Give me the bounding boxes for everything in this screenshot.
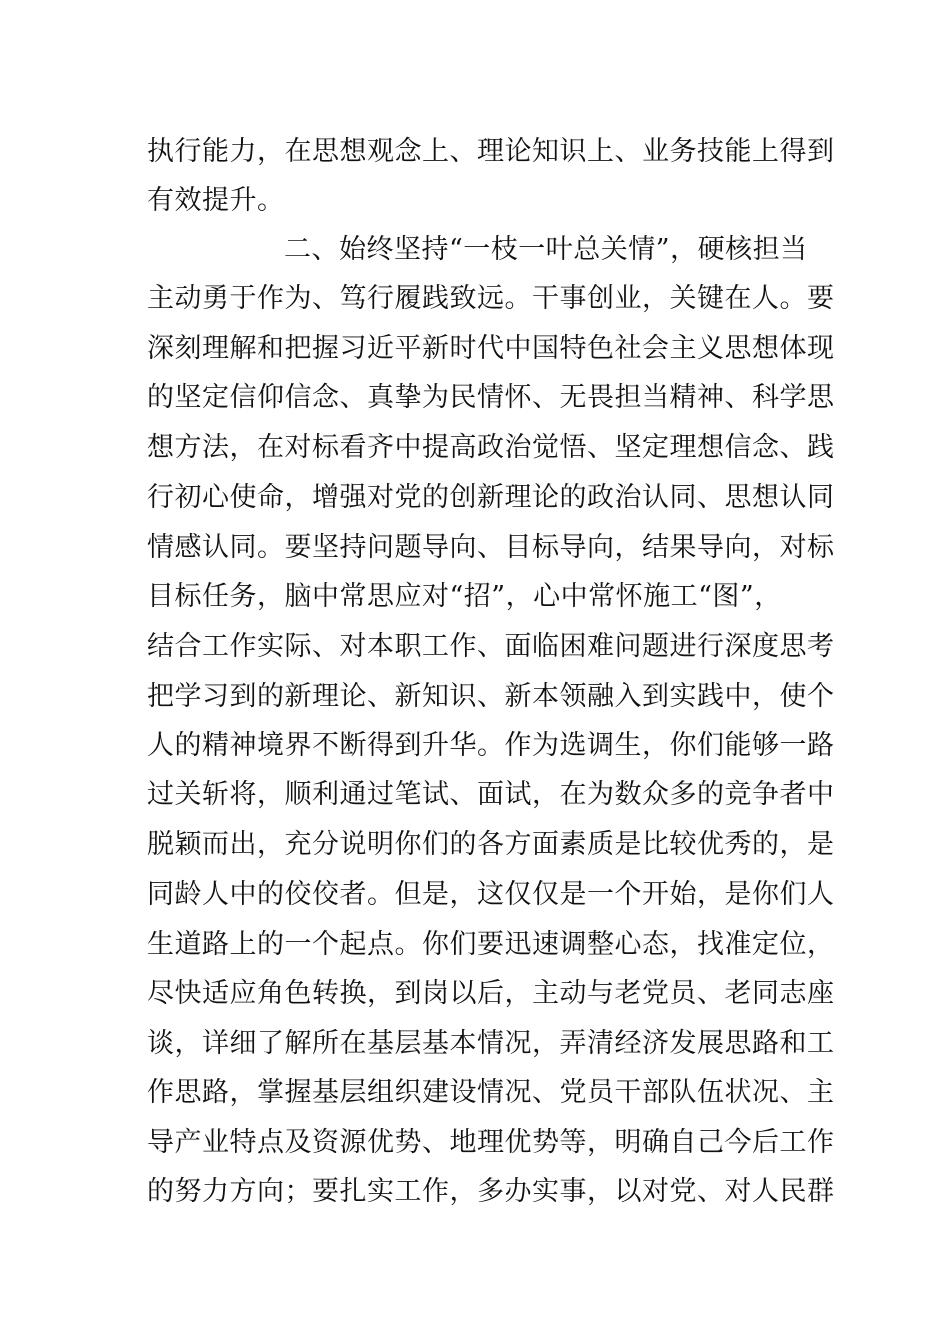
text-line: 谈，详细了解所在基层基本情况，弄清经济发展思路和工 xyxy=(147,1028,835,1059)
text-line: 有效提升。 xyxy=(147,185,285,216)
text-line: 结合工作实际、对本职工作、面临困难问题进行深度思考 xyxy=(147,631,835,662)
text-line: 过关斩将，顺利通过笔试、面试，在为数众多的竞争者中 xyxy=(147,779,835,810)
text-line: 深刻理解和把握习近平新时代中国特色社会主义思想体现 xyxy=(147,333,835,364)
text-line: 行初心使命，增强对党的创新理论的政治认同、思想认同 xyxy=(147,482,835,513)
text-line: 同龄人中的佼佼者。但是，这仅仅是一个开始，是你们人 xyxy=(147,879,835,910)
text-line: 情感认同。要坚持问题导向、目标导向，结果导向，对标 xyxy=(147,532,835,563)
text-line: 的努力方向；要扎实工作，多办实事，以对党、对人民群 xyxy=(147,1176,835,1207)
text-line: 执行能力，在思想观念上、理论知识上、业务技能上得到 xyxy=(147,136,835,167)
text-line: 目标任务，脑中常思应对“招”，心中常怀施工“图”， xyxy=(147,581,782,612)
text-line: 生道路上的一个起点。你们要迅速调整心态，找准定位， xyxy=(147,929,835,960)
section-heading-line: 二、始终坚持“一枝一叶总关情”，硬核担当 xyxy=(284,234,808,265)
text-line: 脱颖而出，充分说明你们的各方面素质是比较优秀的，是 xyxy=(147,829,835,860)
text-line: 主动勇于作为、笃行履践致远。干事创业，关键在人。要 xyxy=(147,283,835,314)
text-line: 把学习到的新理论、新知识、新本领融入到实践中，使个 xyxy=(147,681,835,712)
text-line: 尽快适应角色转换，到岗以后，主动与老党员、老同志座 xyxy=(147,978,835,1009)
text-line: 人的精神境界不断得到升华。作为选调生，你们能够一路 xyxy=(147,730,835,761)
text-line: 作思路，掌握基层组织建设情况、党员干部队伍状况、主 xyxy=(147,1077,835,1108)
text-line: 的坚定信仰信念、真挚为民情怀、无畏担当精神、科学思 xyxy=(147,382,835,413)
text-line: 想方法，在对标看齐中提高政治觉悟、坚定理想信念、践 xyxy=(147,432,835,463)
text-line: 导产业特点及资源优势、地理优势等，明确自己今后工作 xyxy=(147,1127,835,1158)
